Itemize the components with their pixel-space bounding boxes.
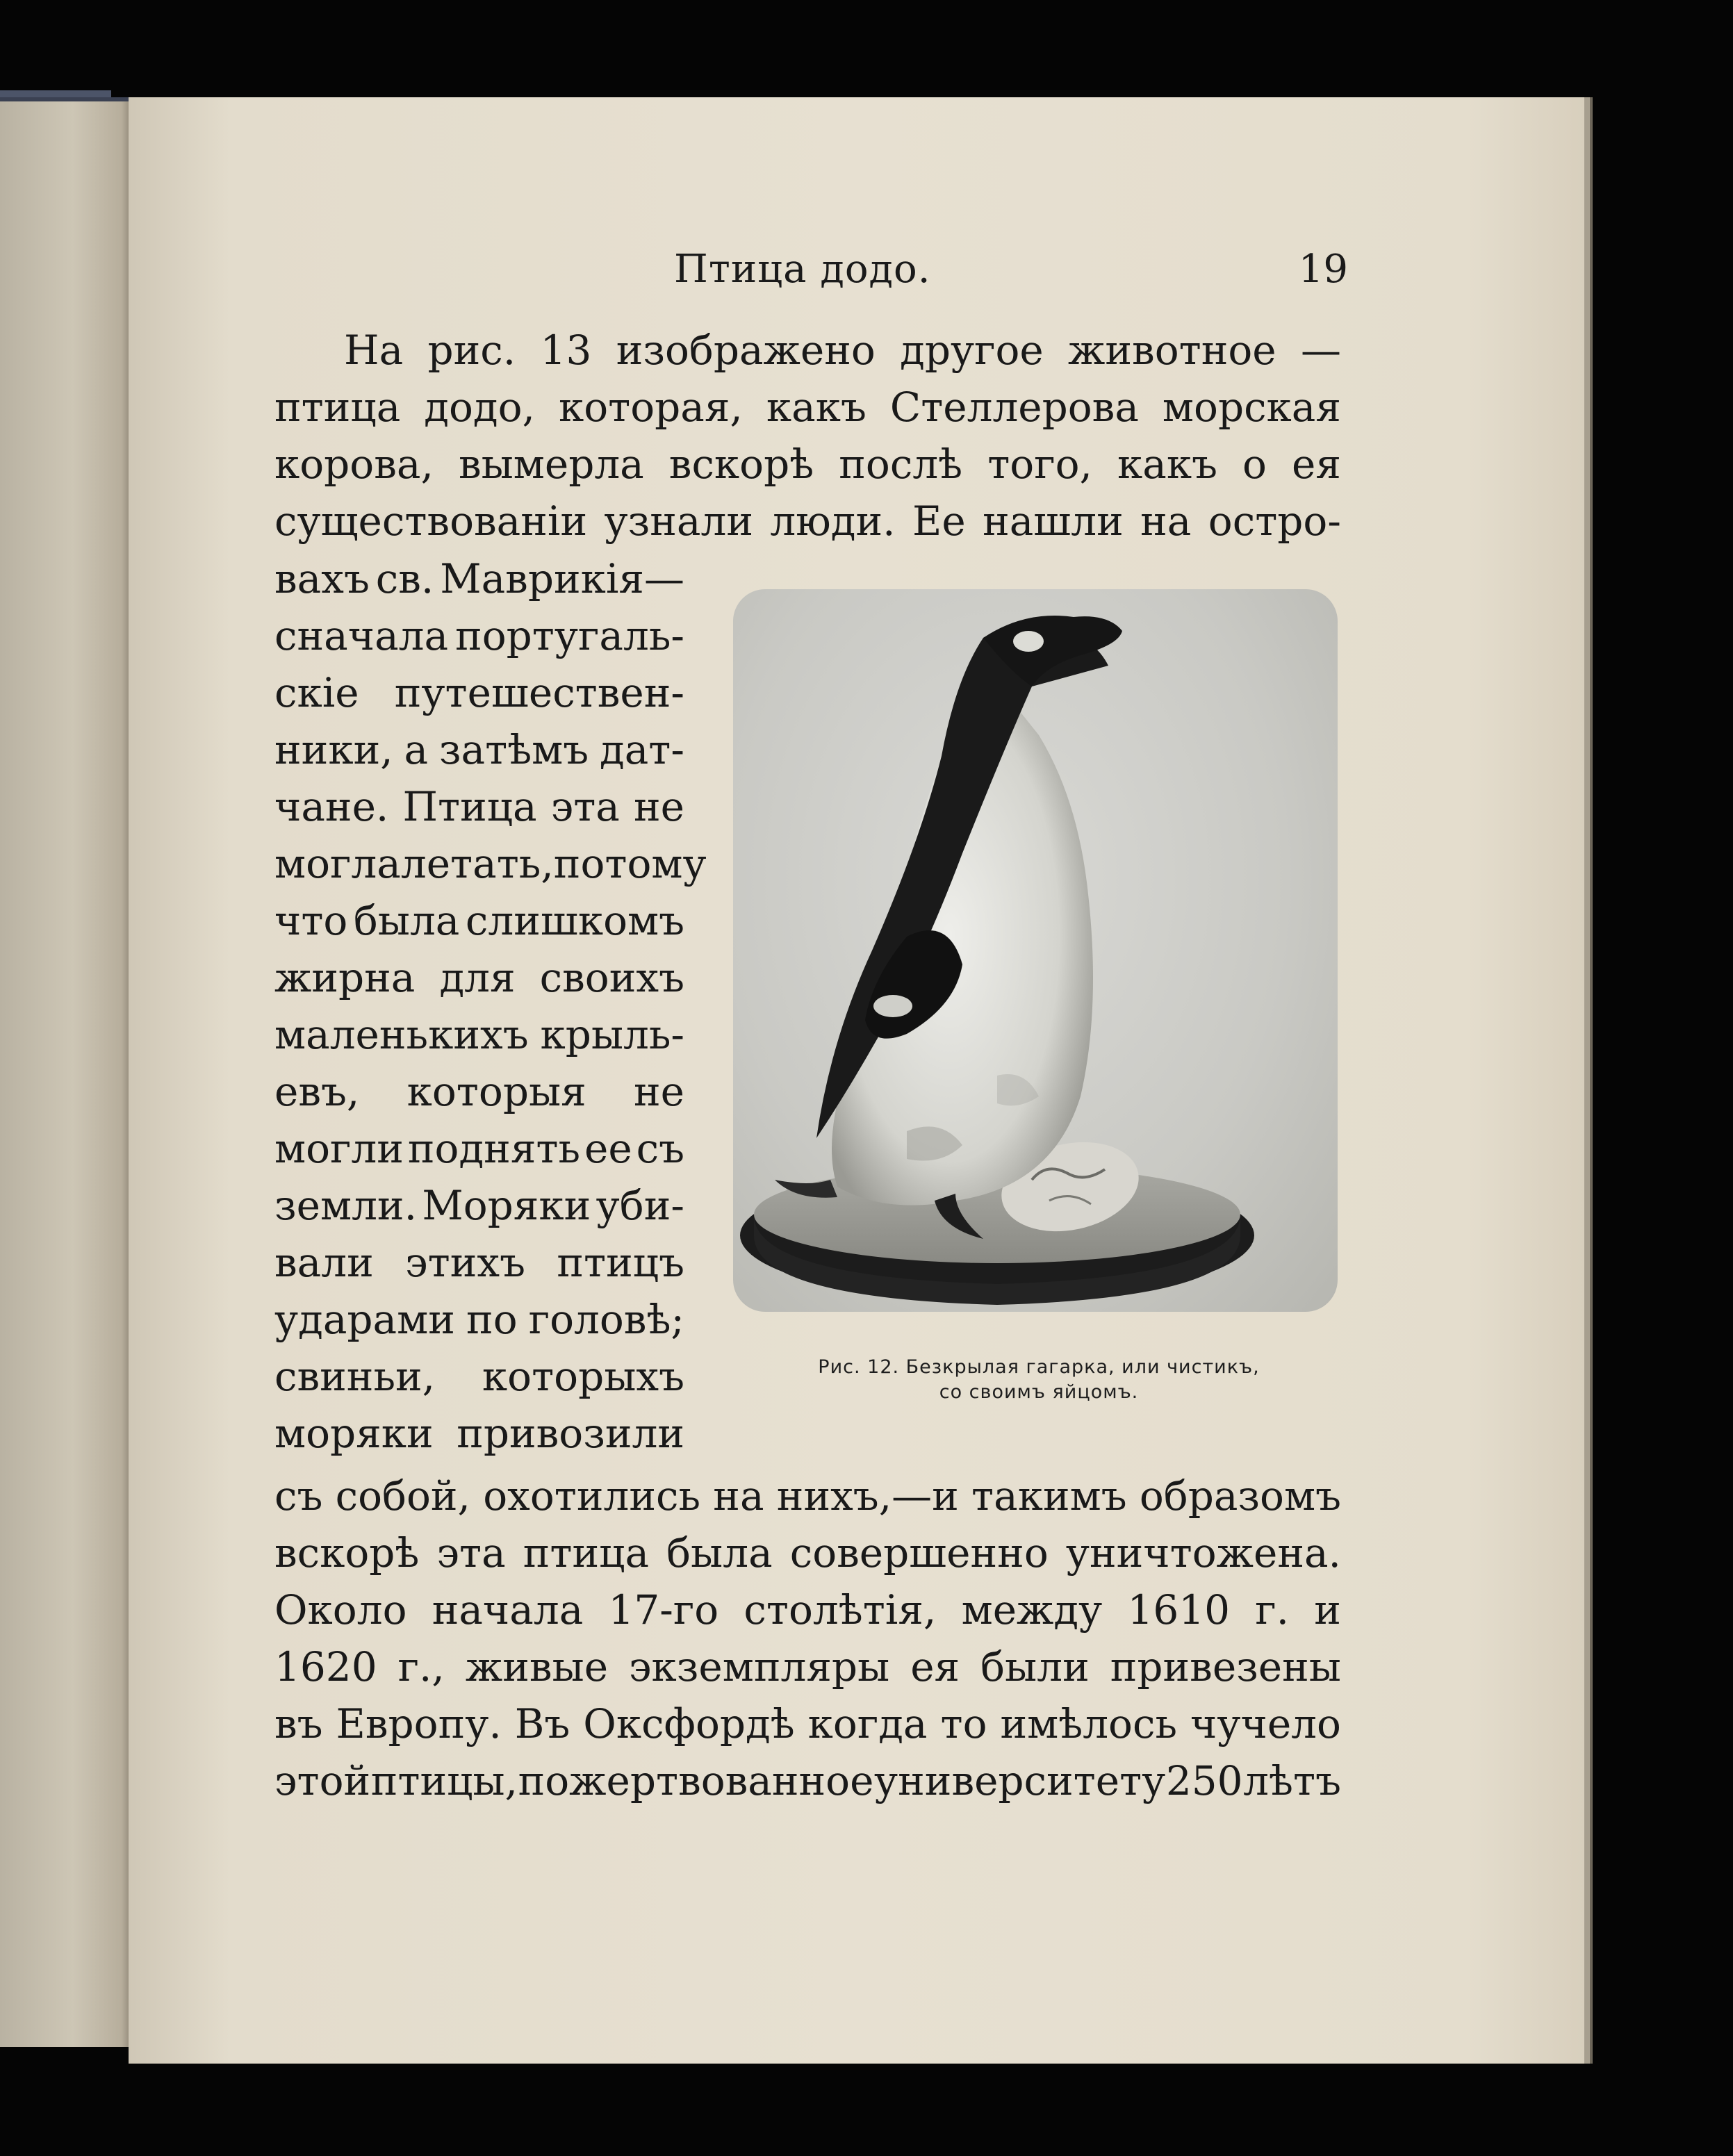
word: св. (375, 555, 434, 602)
word: остро- (1208, 497, 1341, 545)
word: птица (523, 1529, 650, 1577)
word: вахъ (274, 555, 370, 602)
text-line (274, 1234, 684, 1291)
figure-great-auk-photo (733, 589, 1338, 1312)
word: жирна (274, 954, 416, 1001)
word: свиньи, (274, 1353, 436, 1400)
word: эта (436, 1529, 506, 1577)
word: нихъ,—и (776, 1472, 959, 1520)
word: 1620 (274, 1643, 377, 1690)
word: Маврикiя— (440, 555, 684, 602)
word: люди. (770, 497, 896, 545)
word: между (961, 1586, 1103, 1634)
word: Стеллерова (889, 384, 1139, 431)
text-line (274, 379, 1341, 436)
word: съ (636, 1125, 684, 1172)
word: узнали (604, 497, 754, 545)
word: нашли (983, 497, 1124, 545)
word: привезены (1110, 1643, 1341, 1690)
text-line (274, 550, 684, 607)
word: евъ, (274, 1068, 360, 1115)
word: Около (274, 1586, 407, 1634)
text-line (274, 1695, 1341, 1752)
word: моряки (274, 1410, 434, 1457)
word: рис. (427, 327, 516, 374)
word: была (353, 897, 460, 944)
word: морская (1162, 384, 1341, 431)
word: собой, (335, 1472, 470, 1520)
caption-line: Рис. 12. Безкрылая гагарка, или чистикъ, (818, 1356, 1260, 1378)
text-line (274, 721, 684, 778)
text-line (274, 1524, 1341, 1581)
text-line (274, 493, 1341, 550)
word: то (940, 1700, 987, 1747)
word: съ (274, 1472, 323, 1520)
word: того, (987, 441, 1092, 488)
word: этихъ (405, 1239, 525, 1286)
word: птица (274, 384, 401, 431)
word: университету (874, 1757, 1166, 1804)
word: пожертвованное (518, 1757, 874, 1804)
text-line (274, 1006, 684, 1063)
word: сначала (274, 612, 449, 659)
word: ея (910, 1643, 960, 1690)
word: головѣ; (528, 1296, 684, 1343)
word: Ее (912, 497, 966, 545)
word: Оксфордѣ (583, 1700, 795, 1747)
word: вымерла (458, 441, 644, 488)
word: другое (900, 327, 1044, 374)
word: вали (274, 1239, 374, 1286)
word: а (404, 726, 429, 773)
word: что (274, 897, 348, 944)
word: въ (274, 1700, 323, 1747)
word: существованiи (274, 497, 588, 545)
text-line (274, 892, 684, 949)
word: Моряки (422, 1182, 591, 1229)
word: — (1300, 327, 1341, 374)
word: были (980, 1643, 1090, 1690)
word: которыя (406, 1068, 586, 1115)
word: 1610 (1127, 1586, 1231, 1634)
great-auk-illustration (733, 589, 1338, 1312)
text-line (274, 664, 684, 721)
word: какъ (766, 384, 866, 431)
word: ударами (274, 1296, 455, 1343)
word: уничтожена. (1065, 1529, 1341, 1577)
word: начала (432, 1586, 584, 1634)
word: чане. (274, 783, 389, 830)
left-page (0, 97, 132, 2047)
text-line (274, 778, 684, 835)
word: живые (465, 1643, 609, 1690)
word: ея (1292, 441, 1341, 488)
word: лѣтъ (1243, 1757, 1341, 1804)
word: охотились (483, 1472, 701, 1520)
word: животное (1068, 327, 1276, 374)
text-line (274, 322, 1341, 379)
word: и (1314, 1586, 1341, 1634)
word: по (466, 1296, 518, 1343)
word: уби- (596, 1182, 684, 1229)
word: затѣмъ (438, 726, 589, 773)
word: На (344, 327, 404, 374)
text-line (274, 1752, 1341, 1809)
caption-line: со своимъ яйцомъ. (939, 1381, 1139, 1403)
word: португаль- (455, 612, 684, 659)
text-line (274, 949, 684, 1006)
word: совершенно (789, 1529, 1049, 1577)
text-line (274, 835, 707, 892)
word: на (713, 1472, 764, 1520)
word: додо, (424, 384, 535, 431)
text-line (274, 1120, 684, 1177)
paragraph-top (274, 322, 1341, 550)
word: эта (550, 783, 620, 830)
text-line (274, 607, 684, 664)
word: не (634, 1068, 684, 1115)
word: могла (274, 840, 401, 887)
word: образомъ (1139, 1472, 1341, 1520)
word: путешествен- (394, 669, 684, 716)
text-line (274, 1348, 684, 1405)
word: поднять (407, 1125, 581, 1172)
word: г. (1255, 1586, 1290, 1634)
chapter-title: Птица додо. (674, 247, 931, 292)
word: послѣ (839, 441, 963, 488)
word: для (439, 954, 516, 1001)
word: маленькихъ (274, 1011, 529, 1058)
word: 17-го (608, 1586, 719, 1634)
paragraph-wrapped (274, 550, 707, 1462)
word: ники, (274, 726, 393, 773)
word: на (1140, 497, 1192, 545)
word: о (1242, 441, 1267, 488)
page-number: 19 (1298, 247, 1348, 292)
word: корова, (274, 441, 434, 488)
text-line (274, 1581, 1341, 1638)
word: своихъ (539, 954, 684, 1001)
word: чучело (1190, 1700, 1341, 1747)
word: привозили (457, 1410, 684, 1457)
word: какъ (1117, 441, 1217, 488)
word: была (666, 1529, 773, 1577)
word: скiе (274, 669, 359, 716)
figure-caption (737, 1355, 1341, 1405)
word: этой (274, 1757, 371, 1804)
word: могли (274, 1125, 404, 1172)
text-line (274, 436, 1341, 493)
word: летать, (400, 840, 554, 887)
word: которая, (558, 384, 743, 431)
word: 13 (540, 327, 592, 374)
word: слишкомъ (465, 897, 684, 944)
word: земли. (274, 1182, 418, 1229)
word: птицы, (370, 1757, 518, 1804)
word: потому (553, 840, 707, 887)
word: Въ (514, 1700, 570, 1747)
word: имѣлось (1000, 1700, 1178, 1747)
word: вскорѣ (274, 1529, 420, 1577)
word: 250 (1165, 1757, 1243, 1804)
text-line (274, 1177, 684, 1234)
word: не (633, 783, 684, 830)
word: птицъ (557, 1239, 684, 1286)
word: Европу. (336, 1700, 502, 1747)
paragraph-bottom (274, 1467, 1341, 1809)
text-line (274, 1467, 1341, 1524)
text-line (274, 1291, 684, 1348)
word: экземпляры (629, 1643, 890, 1690)
running-head (674, 247, 1348, 302)
word: изображено (616, 327, 876, 374)
word: дат- (600, 726, 684, 773)
word: ее (584, 1125, 632, 1172)
word: когда (807, 1700, 928, 1747)
text-line (274, 1638, 1341, 1695)
word: крыль- (540, 1011, 684, 1058)
text-line (274, 1063, 684, 1120)
text-line (274, 1405, 684, 1462)
word: которыхъ (482, 1353, 684, 1400)
word: вскорѣ (668, 441, 814, 488)
word: столѣтiя, (744, 1586, 937, 1634)
word: г., (397, 1643, 445, 1690)
word: такимъ (971, 1472, 1127, 1520)
word: Птица (402, 783, 537, 830)
